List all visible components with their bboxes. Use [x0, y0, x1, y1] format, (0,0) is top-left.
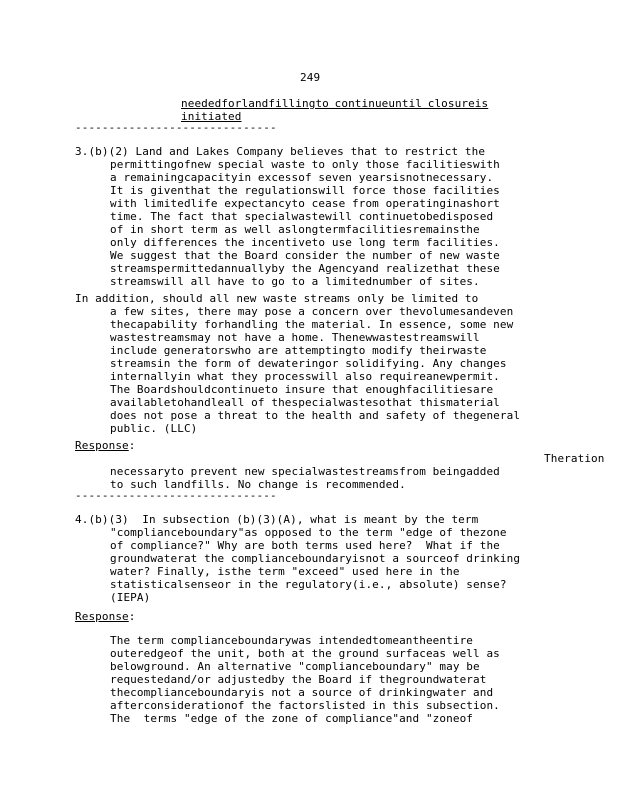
separator-2: ------------------------------ [75, 489, 277, 502]
response-colon: : [128, 439, 136, 452]
fragment-line-1: neededforlandfillingto continueuntil closureis [181, 97, 489, 110]
comment-3-line: We suggest that the Board consider the number of new waste [110, 249, 500, 262]
paragraph-line: wastestreamsmay not have a home. Thenewwastestreamswill [110, 331, 480, 344]
paragraph-line: In addition, should all new waste streams only be limited to [75, 292, 479, 305]
comment-3-line: only differences the incentiveto use long term facilities. [110, 236, 500, 249]
response-line: afterconsiderationof the factorslisted in this subsection. [110, 699, 500, 712]
page-number: 249 [300, 71, 321, 84]
paragraph-line: include generatorswho are attemptingto modify theirwaste [110, 344, 487, 357]
response-heading [75, 610, 136, 623]
comment-4-line: of compliance?" Why are both terms used here? What if the [110, 539, 500, 552]
comment-3-line: streamspermittedannuallyby the Agencyand realizethat these [110, 262, 500, 275]
comment-3-line: time. The fact that specialwastewill continuetobedisposed [110, 210, 494, 223]
paragraph-line: availabletohandleall of thespecialwastesothat thismaterial [110, 396, 500, 409]
paragraph-line: public. (LLC) [110, 422, 198, 435]
paragraph-line: The Boardshouldcontinueto insure that enoughfacilitiesare [110, 383, 494, 396]
response-line: thecomplianceboundaryis not a source of drinkingwater and [110, 686, 494, 699]
comment-3-line: a remainingcapacityin excessof seven yearsisnotnecessary. [110, 171, 494, 184]
comment-4-line: 4.(b)(3) In subsection (b)(3)(A), what is meant by the term [75, 513, 479, 526]
fragment-line-2: initiated [181, 110, 242, 123]
paragraph-line: a few sites, there may pose a concern over thevolumesandeven [110, 305, 514, 318]
response-label: Response [75, 439, 129, 452]
response-line: requestedand/or adjustedby the Board if thegroundwaterat [110, 673, 487, 686]
response-line: necessaryto prevent new specialwastestreamsfrom beingadded [110, 465, 500, 478]
separator-1: ------------------------------ [75, 121, 277, 134]
comment-4-line: (IEPA) [110, 591, 151, 604]
comment-4-line: statisticalsenseor in the regulatory(i.e., absolute) sense? [110, 578, 507, 591]
comment-3-line: of in short term as well aslongtermfacilitiesremainsthe [110, 223, 480, 236]
response-line: The term complianceboundarywas intendedtomeantheentire [110, 634, 474, 647]
response-line: The terms "edge of the zone of compliance"and "zoneof [110, 712, 474, 725]
paragraph-line: does not pose a threat to the health and safety of thegeneral [110, 409, 521, 422]
paragraph-line: thecapability forhandling the material. In essence, some new [110, 318, 514, 331]
response-line: belowground. An alternative "complianceboundary" may be [110, 660, 480, 673]
response-line: outeredgeof the unit, both at the ground surfaceas well as [110, 647, 500, 660]
comment-4-line: groundwaterat the complianceboundaryisnot a sourceof drinking [110, 552, 521, 565]
response-heading [75, 439, 136, 452]
comment-3-line: permittingofnew special waste to only those facilitieswith [110, 158, 500, 171]
comment-3-line: streamswill all have to go to a limitednumber of sites. [110, 275, 480, 288]
response-colon: : [128, 610, 136, 623]
response-line: Theration [544, 452, 605, 465]
comment-3-line: 3.(b)(2) Land and Lakes Company believes that to restrict the [75, 145, 486, 158]
comment-4-line: "complianceboundary"as opposed to the term "edge of thezone [110, 526, 507, 539]
comment-4-line: water? Finally, isthe term "exceed" used here in the [110, 565, 460, 578]
comment-3-line: with limitedlife expectancyto cease from operatinginashort [110, 197, 500, 210]
response-label: Response [75, 610, 129, 623]
response-line: to such landfills. No change is recommended. [110, 478, 406, 491]
comment-3-line: It is giventhat the regulationswill force those facilities [110, 184, 500, 197]
paragraph-line: internallyin what they processwill also requireanewpermit. [110, 370, 500, 383]
paragraph-line: streamsin the form of dewateringor solidifying. Any changes [110, 357, 507, 370]
